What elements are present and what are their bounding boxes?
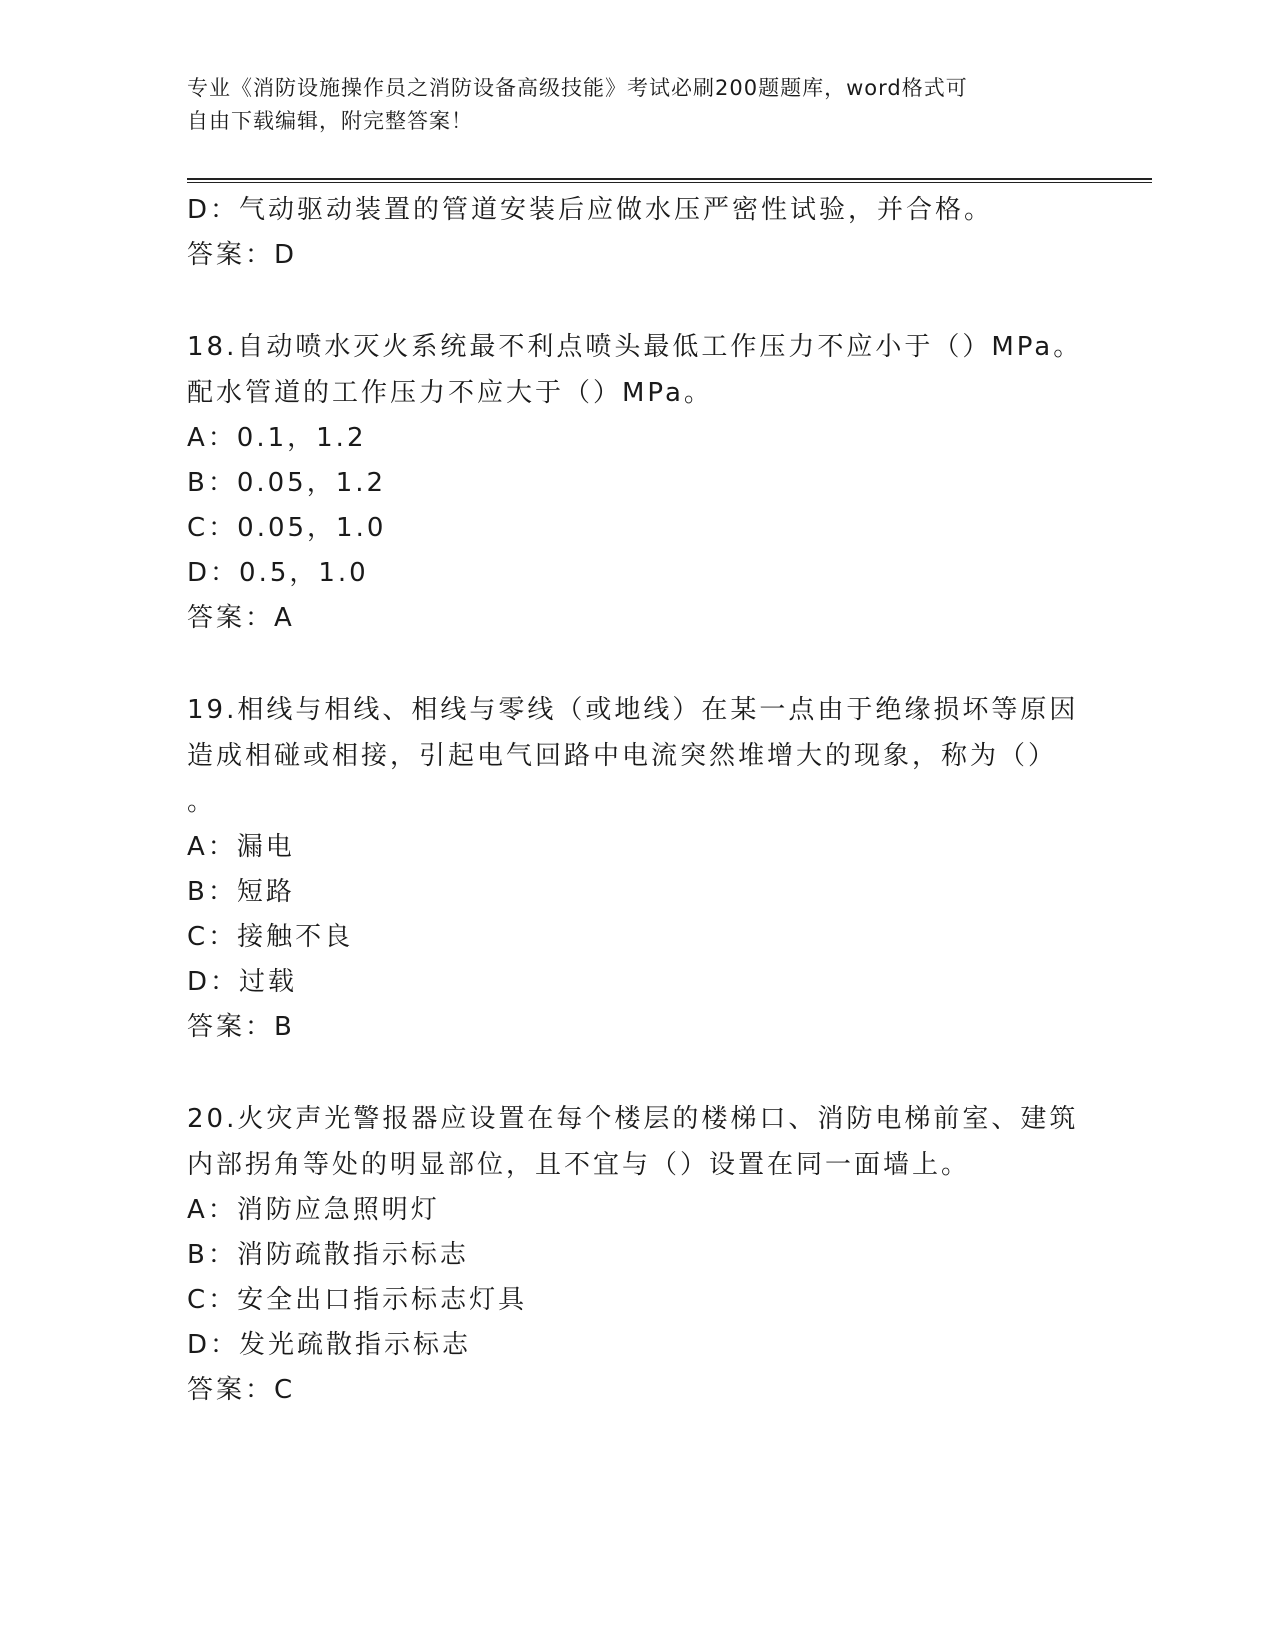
- stem-line: 造成相碰或相接，引起电气回路中电流突然堆增大的现象，称为（）: [187, 741, 1058, 771]
- stem-line: 19.相线与相线、相线与零线（或地线）在某一点由于绝缘损坏等原因: [187, 695, 1079, 725]
- option-b: B：0.05，1.2: [187, 468, 387, 498]
- question-stem: [187, 687, 1087, 825]
- stem-line: 18.自动喷水灭火系统最不利点喷头最低工作压力不应小于（）MPa。: [187, 332, 1083, 362]
- option-a: A：消防应急照明灯: [187, 1195, 440, 1225]
- question-stem: [187, 1096, 1087, 1188]
- spacer: [187, 641, 1087, 687]
- stem-line: 配水管道的工作压力不应大于（）MPa。: [187, 378, 713, 408]
- answer-line: 答案：D: [187, 240, 298, 270]
- option-b: B：消防疏散指示标志: [187, 1240, 469, 1270]
- header-divider: [187, 178, 1152, 183]
- option-c: C：0.05，1.0: [187, 513, 387, 543]
- option-d: D：气动驱动装置的管道安装后应做水压严密性试验，并合格。: [187, 195, 994, 225]
- question-18: [187, 324, 1087, 641]
- spacer: [187, 1050, 1087, 1096]
- page-header: [187, 72, 1067, 138]
- option-d: D：0.5，1.0: [187, 558, 369, 588]
- stem-line: 。: [187, 787, 217, 817]
- stem-line: 20.火灾声光警报器应设置在每个楼层的楼梯口、消防电梯前室、建筑: [187, 1104, 1079, 1134]
- option-c: C：安全出口指示标志灯具: [187, 1285, 528, 1315]
- header-line-1: 专业《消防设施操作员之消防设备高级技能》考试必刷200题题库，word格式可: [187, 76, 968, 100]
- answer-line: 答案：A: [187, 603, 295, 633]
- option-b: B：短路: [187, 877, 295, 907]
- option-d: D：过载: [187, 967, 298, 997]
- option-c: C：接触不良: [187, 922, 354, 952]
- question-list: [187, 188, 1087, 1413]
- option-a: A：0.1，1.2: [187, 423, 367, 453]
- option-d: D：发光疏散指示标志: [187, 1330, 472, 1360]
- spacer: [187, 278, 1087, 324]
- question-19: [187, 687, 1087, 1050]
- question-20: [187, 1096, 1087, 1413]
- previous-question-tail: [187, 188, 1087, 278]
- stem-line: 内部拐角等处的明显部位，且不宜与（）设置在同一面墙上。: [187, 1150, 971, 1180]
- answer-line: 答案：C: [187, 1375, 296, 1405]
- option-a: A：漏电: [187, 832, 295, 862]
- answer-line: 答案：B: [187, 1012, 295, 1042]
- header-line-2: 自由下载编辑，附完整答案！: [187, 109, 473, 133]
- question-stem: [187, 324, 1087, 416]
